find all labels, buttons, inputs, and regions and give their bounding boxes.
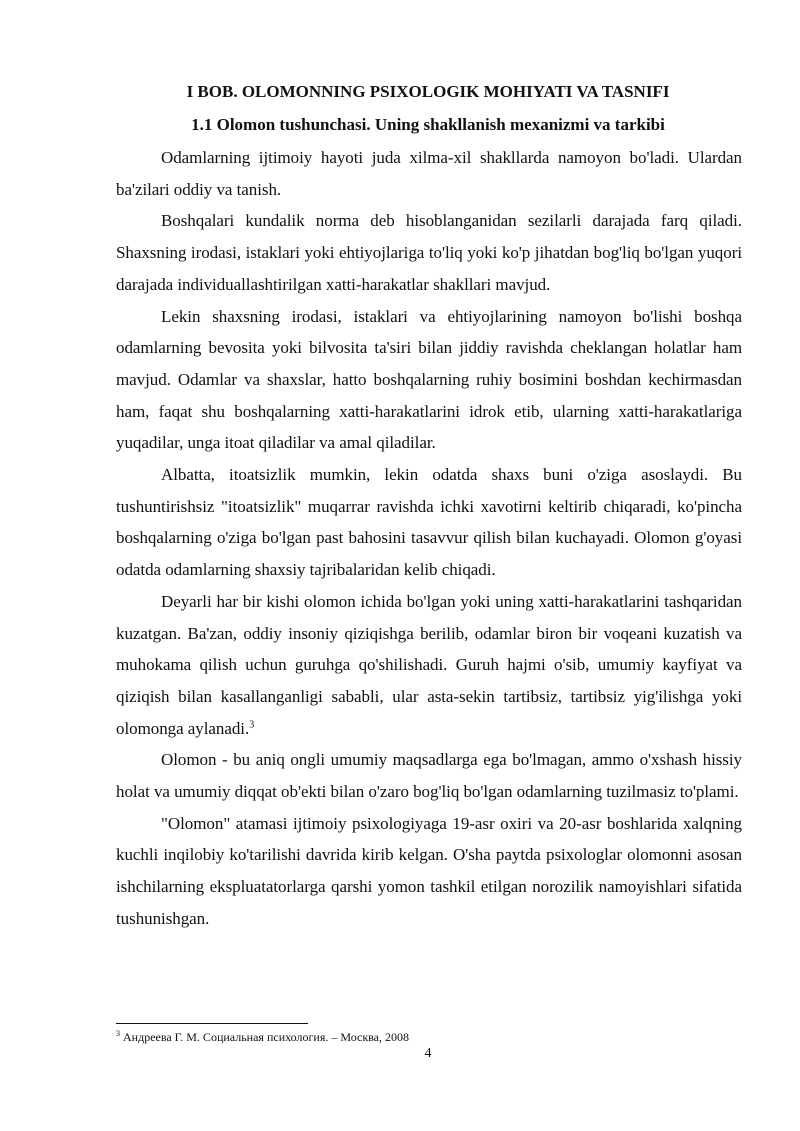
paragraph-4: Albatta, itoatsizlik mumkin, lekin odatda shaxs buni o'ziga asoslaydi. Bu tushuntirishsiz "itoatsizlik" muqarrar ravishda ichki xavotirni keltirib chiqaradi, ko'pincha boshqalarning o'ziga bo'lgan past bahosini tasavvur qilish bilan kuchayadi. Olomon g'oyasi odatda odamlarning shaxsiy tajribalaridan kelib chiqadi. (116, 465, 742, 580)
paragraph-1: Odamlarning ijtimoiy hayoti juda xilma-xil shakllarda namoyon bo'ladi. Ulardan ba'zilari oddiy va tanish. (116, 148, 742, 199)
body-text (116, 142, 742, 935)
footnote-reference[interactable]: 3 (249, 719, 255, 730)
section-title: 1.1 Olomon tushunchasi. Uning shakllanish mexanizmi va tarkibi (191, 115, 665, 134)
chapter-title: I BOB. OLOMONNING PSIXOLOGIK MOHIYATI VA TASNIFI (186, 82, 670, 101)
footnote (116, 1029, 409, 1045)
paragraph-2: Boshqalari kundalik norma deb hisoblanganidan sezilarli darajada farq qiladi. Shaxsning irodasi, istaklari yoki ehtiyojlariga to'liq yoki ko'p jihatdan bog'liq bo'lgan yuqori darajada individuallashtirilgan xatti-harakatlar shakllari mavjud. (116, 211, 742, 294)
footnote-divider (116, 1023, 308, 1024)
footnote-marker: 3 (116, 1029, 120, 1038)
paragraph-7: "Olomon" atamasi ijtimoiy psixologiyaga 19-asr oxiri va 20-asr boshlarida xalqning kuchli inqilobiy ko'tarilishi davrida kirib kelgan. O'sha paytda psixologlar olomonni asosan ishchilarning ekspluatatorlarga qarshi yomon tashkil etilgan norozilik namoyishlari sifatida tushunishgan. (116, 813, 742, 928)
footnote-text: Андреева Г. М. Социальная психология. – Москва, 2008 (123, 1030, 410, 1044)
paragraph-5 (116, 586, 742, 745)
paragraph-3: Lekin shaxsning irodasi, istaklari va ehtiyojlarining namoyon bo'lishi boshqa odamlarning bevosita yoki bilvosita ta'siri bilan jiddiy ravishda cheklangan holatlar ham mavjud. Odamlar va shaxslar, hatto boshqalarning ruhiy bosimini boshdan kechirmasdan ham, faqat shu boshqalarning xatti-harakatlarini idrok etib, ularning xatti-harakatlariga yuqadilar, unga itoat qiladilar va amal qiladilar. (116, 306, 742, 453)
paragraph-6: Olomon - bu aniq ongli umumiy maqsadlarga ega bo'lmagan, ammo o'xshash hissiy holat va umumiy diqqat ob'ekti bilan o'zaro bog'liq bo'lgan odamlarning tuzilmasiz to'plami. (116, 750, 742, 802)
page-number: 4 (424, 1046, 432, 1061)
paragraph-5-text: Deyarli har bir kishi olomon ichida bo'lgan yoki uning xatti-harakatlarini tashqaridan kuzatgan. Ba'zan, oddiy insoniy qiziqishga berilib, odamlar biron bir voqeani kuzatish va muhokama qilish uchun guruhga qo'shilishadi. Guruh hajmi o'sib, umumiy kayfiyat va qiziqish bilan kasallanganligi sababli, ular asta-sekin tartibsiz, tartibsiz yig'ilishga yoki olomonga aylanadi. (116, 591, 742, 738)
